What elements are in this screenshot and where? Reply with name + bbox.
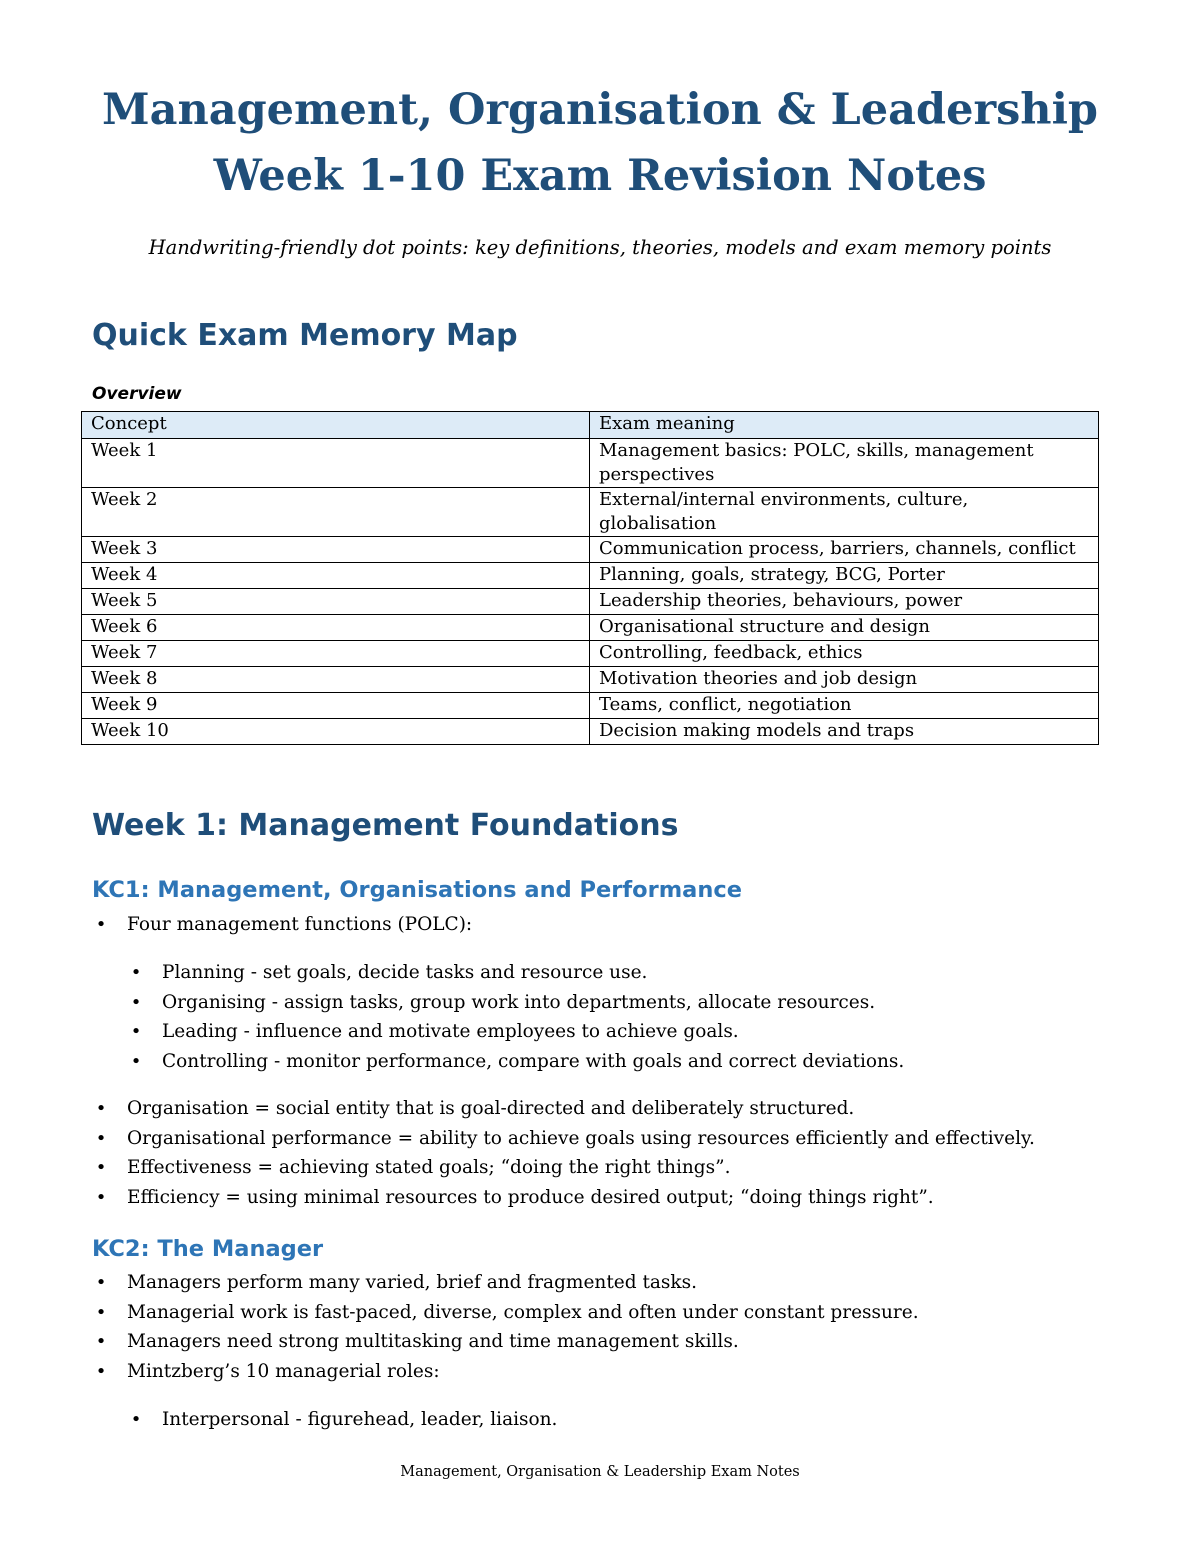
list-item-text: Managerial work is fast-paced, diverse, complex and often under constant pressure. <box>127 1301 919 1323</box>
exam-meaning-cell: Leadership theories, behaviours, power <box>590 589 1099 615</box>
kc2-points-list <box>95 1268 919 1386</box>
exam-meaning-cell: Organisational structure and design <box>590 615 1099 641</box>
memory-map-heading: Quick Exam Memory Map <box>92 318 518 353</box>
list-item <box>95 1268 919 1298</box>
concept-cell: Week 5 <box>82 589 590 615</box>
polc-functions-list <box>130 958 905 1076</box>
list-item <box>130 1405 558 1435</box>
list-item-text: Organisational performance = ability to achieve goals using resources efficiently and effectively. <box>127 1127 1035 1149</box>
list-item <box>95 1357 919 1387</box>
list-item-text: Planning - set goals, decide tasks and resource use. <box>162 962 648 983</box>
table-row <box>82 641 1099 667</box>
bullet-icon: • <box>130 1409 142 1430</box>
table-caption: Overview <box>92 384 182 404</box>
table-row <box>82 563 1099 589</box>
bullet-icon: • <box>95 1360 107 1382</box>
list-item <box>130 988 904 1018</box>
bullet-icon: • <box>130 962 142 983</box>
kc1-points-list <box>95 1094 1035 1212</box>
concept-cell: Week 4 <box>82 563 590 589</box>
exam-meaning-cell: External/internal environments, culture, globalisation <box>590 488 1099 537</box>
list-item <box>130 1017 904 1047</box>
concept-cell: Week 6 <box>82 615 590 641</box>
table-row <box>82 667 1099 693</box>
table-row <box>82 615 1099 641</box>
table-row <box>82 537 1099 563</box>
kc1-heading: KC1: Management, Organisations and Performance <box>92 877 742 903</box>
list-item <box>95 910 473 940</box>
concept-cell: Week 3 <box>82 537 590 563</box>
table-row <box>82 693 1099 719</box>
list-item-text: Four management functions (POLC): <box>127 914 473 935</box>
week1-heading: Week 1: Management Foundations <box>92 808 679 843</box>
document-title-line-2: Week 1-10 Exam Revision Notes <box>213 151 987 201</box>
exam-meaning-cell: Planning, goals, strategy, BCG, Porter <box>590 563 1099 589</box>
list-item-text: Organisation = social entity that is goal-directed and deliberately structured. <box>127 1098 855 1119</box>
list-item <box>95 1153 1035 1183</box>
list-item-text: Interpersonal - figurehead, leader, liaison. <box>162 1409 558 1430</box>
document-subtitle: Handwriting-friendly dot points: key definitions, theories, models and exam memory points <box>148 236 1052 259</box>
list-item <box>130 958 904 988</box>
bullet-icon: • <box>95 1186 107 1208</box>
concept-cell: Week 9 <box>82 693 590 719</box>
concept-cell: Week 7 <box>82 641 590 667</box>
bullet-icon: • <box>95 1272 107 1293</box>
list-item-text: Controlling - monitor performance, compare with goals and correct deviations. <box>162 1050 905 1072</box>
table-header-row <box>82 412 1099 439</box>
list-item-text: Organising - assign tasks, group work into departments, allocate resources. <box>162 991 876 1013</box>
exam-meaning-cell: Motivation theories and job design <box>590 667 1099 693</box>
exam-meaning-cell: Teams, conflict, negotiation <box>590 693 1099 719</box>
list-item <box>95 1327 919 1357</box>
list-item-text: Efficiency = using minimal resources to produce desired output; “doing things right”. <box>127 1186 934 1208</box>
bullet-icon: • <box>95 1331 107 1352</box>
list-item-text: Managers need strong multitasking and time management skills. <box>127 1331 739 1352</box>
bullet-icon: • <box>130 991 142 1013</box>
bullet-icon: • <box>95 1127 107 1149</box>
table-row <box>82 589 1099 615</box>
list-item <box>95 1094 1035 1124</box>
bullet-icon: • <box>95 1301 107 1323</box>
column-header-exam-meaning: Exam meaning <box>590 412 1099 439</box>
exam-meaning-cell: Controlling, feedback, ethics <box>590 641 1099 667</box>
concept-cell: Week 1 <box>82 439 590 488</box>
table-row <box>82 719 1099 745</box>
table-row <box>82 439 1099 488</box>
column-header-concept: Concept <box>82 412 590 439</box>
page-footer: Management, Organisation & Leadership Exam Notes <box>400 1464 800 1480</box>
exam-meaning-cell: Management basics: POLC, skills, management perspectives <box>590 439 1099 488</box>
list-item <box>130 1047 905 1077</box>
managerial-roles-list <box>130 1405 558 1435</box>
exam-meaning-cell: Communication process, barriers, channels, conflict <box>590 537 1099 563</box>
bullet-icon: • <box>130 1021 142 1042</box>
bullet-icon: • <box>130 1050 142 1072</box>
concept-cell: Week 2 <box>82 488 590 537</box>
exam-meaning-cell: Decision making models and traps <box>590 719 1099 745</box>
list-item-text: Leading - influence and motivate employees to achieve goals. <box>162 1021 739 1042</box>
concept-cell: Week 8 <box>82 667 590 693</box>
bullet-icon: • <box>95 914 107 935</box>
concept-cell: Week 10 <box>82 719 590 745</box>
list-item-text: Effectiveness = achieving stated goals; “doing the right things”. <box>127 1157 731 1178</box>
list-item <box>95 1298 919 1328</box>
list-item-text: Mintzberg’s 10 managerial roles: <box>127 1360 440 1382</box>
bullet-icon: • <box>95 1098 107 1119</box>
bullet-icon: • <box>95 1157 107 1178</box>
list-item <box>95 1124 1035 1154</box>
kc2-heading: KC2: The Manager <box>92 1236 324 1262</box>
list-item-text: Managers perform many varied, brief and fragmented tasks. <box>127 1272 697 1293</box>
document-title-line-1: Management, Organisation & Leadership <box>102 85 1098 135</box>
table-row <box>82 488 1099 537</box>
list-item <box>95 1183 1035 1213</box>
kc1-intro-list <box>95 910 473 940</box>
memory-map-table <box>81 411 1099 745</box>
